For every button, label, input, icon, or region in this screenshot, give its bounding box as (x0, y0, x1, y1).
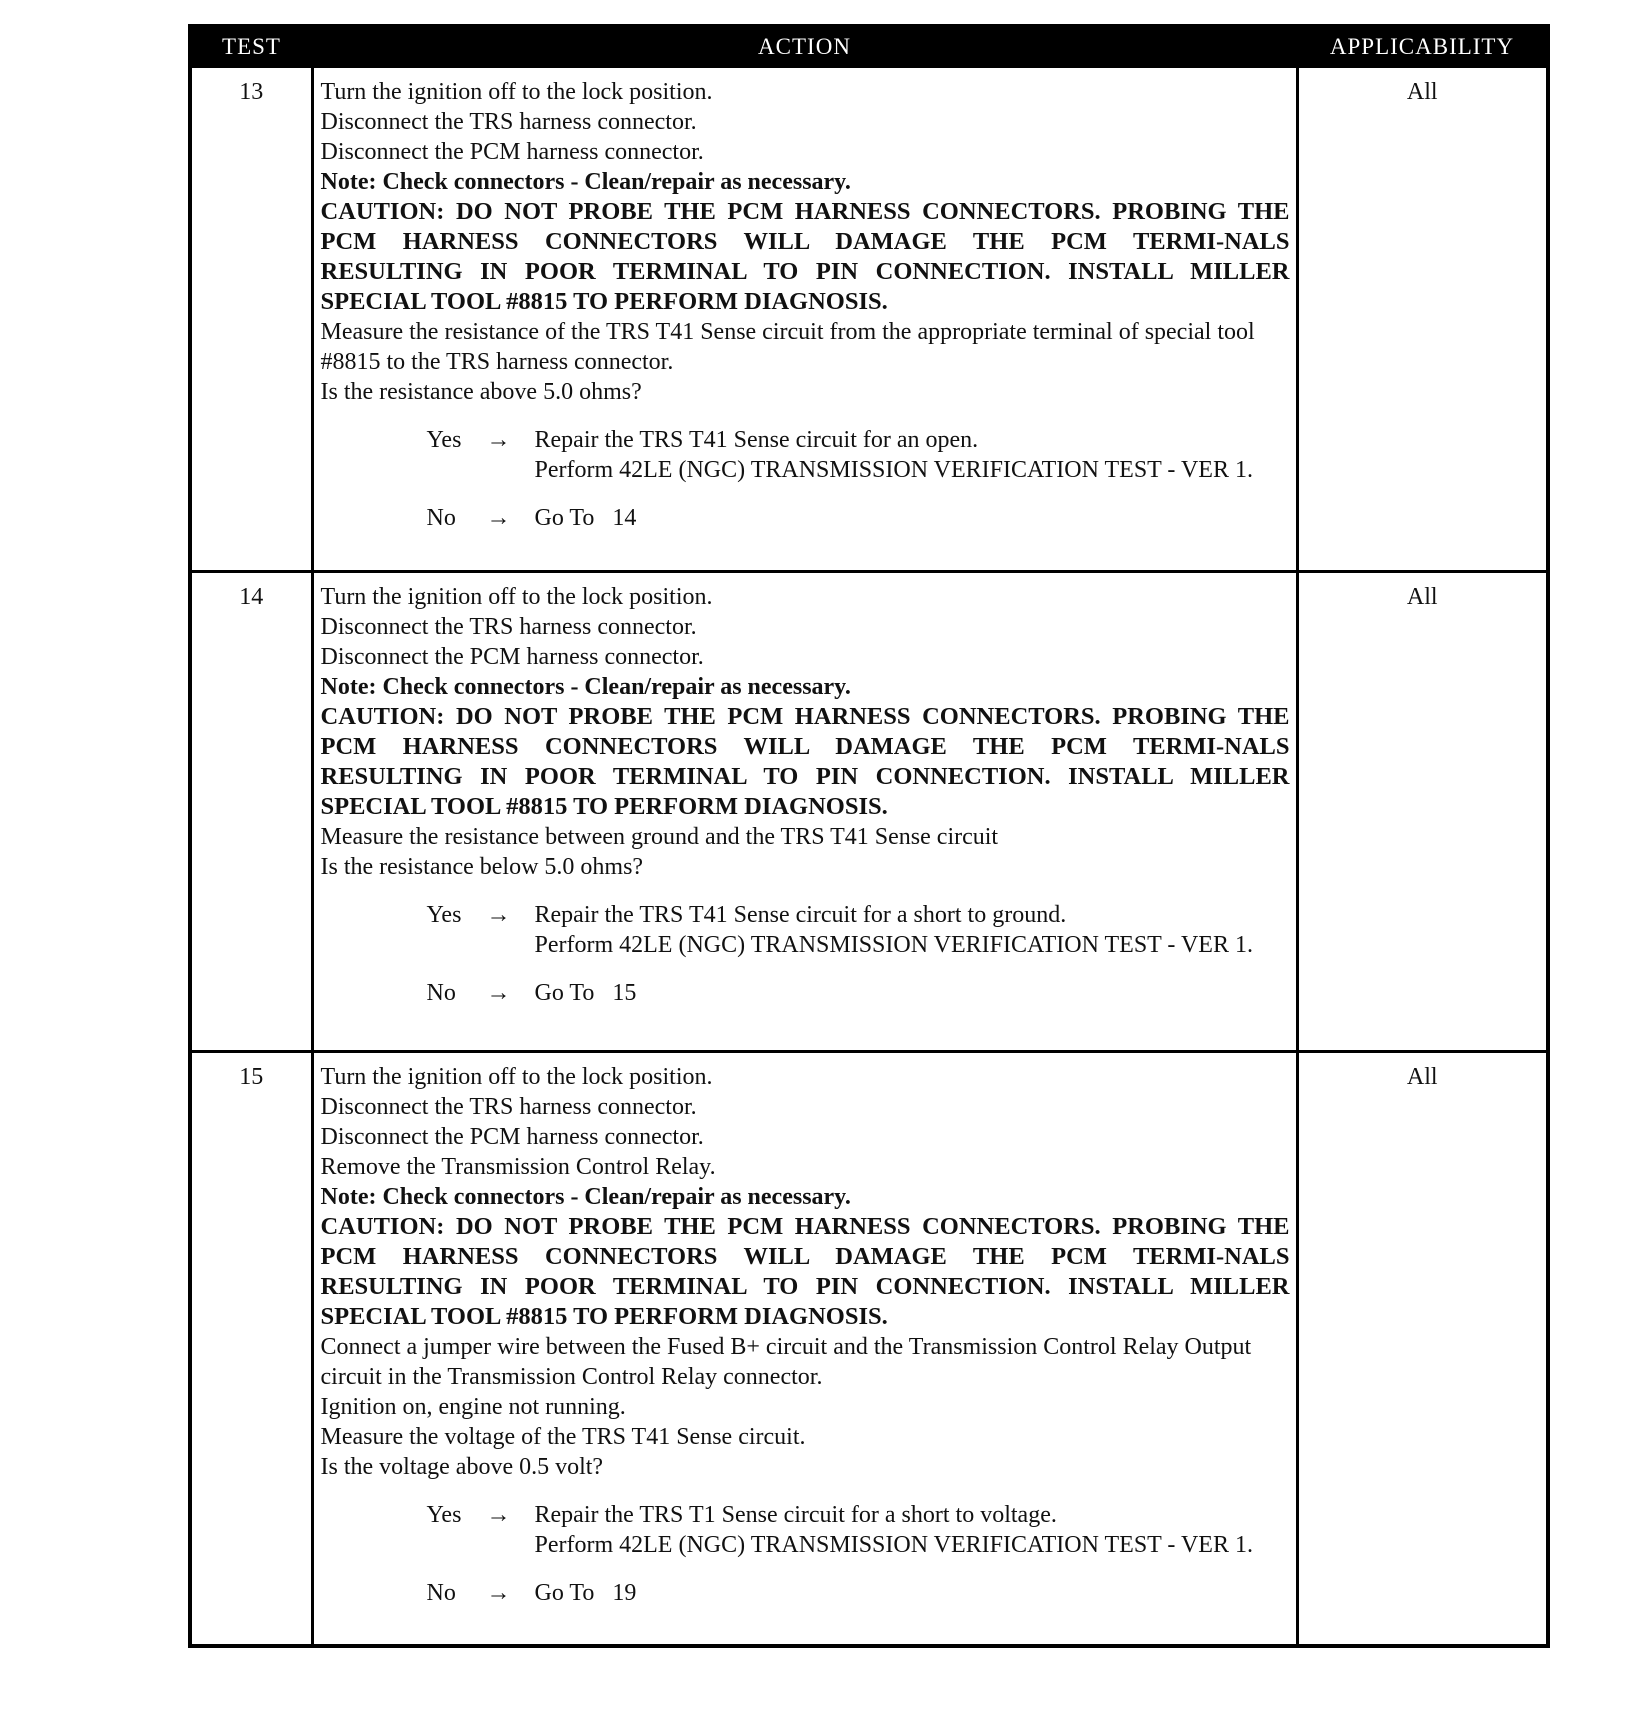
action-step: Measure the resistance of the TRS T41 Sense circuit from the appropriate terminal of special tool #8815 to the TRS harness connector. (320, 319, 1255, 375)
diagnostic-test-table (188, 24, 1550, 1648)
yes-branch (427, 900, 1290, 960)
yes-label: Yes (426, 1501, 462, 1528)
yes-result: Repair the TRS T41 Sense circuit for a short to ground. (534, 901, 1067, 928)
no-label: No (426, 979, 456, 1006)
yes-result-verify: Perform 42LE (NGC) TRANSMISSION VERIFICATION TEST - VER 1. (534, 1531, 1253, 1558)
arrow-right-icon: → (486, 1579, 511, 1606)
no-result: Go To 19 (534, 1579, 637, 1606)
action-step: Turn the ignition off to the lock position. (320, 583, 713, 610)
test-number: 15 (190, 1051, 312, 1646)
arrow-right-icon: → (486, 1501, 511, 1528)
yes-label: Yes (426, 901, 462, 928)
action-step: Disconnect the TRS harness connector. (320, 1093, 697, 1120)
header-action: ACTION (312, 26, 1297, 67)
action-step: Disconnect the PCM harness connector. (320, 1123, 704, 1150)
question-text: Is the voltage above 0.5 volt? (320, 1453, 604, 1480)
action-step: Disconnect the PCM harness connector. (320, 139, 704, 165)
no-branch (427, 503, 1290, 533)
caution-text: CAUTION: DO NOT PROBE THE PCM HARNESS CONNECTORS. PROBING THE PCM HARNESS CONNECTORS WILL DAMAGE THE PCM TERMI-NALS RESULTING IN POOR TERMINAL TO PIN CONNECTION. INSTALL MILLER SPECIAL TOOL #8815 TO PERFORM DIAGNOSIS. (320, 198, 1290, 315)
arrow-right-icon: → (486, 427, 511, 453)
header-applicability: APPLICABILITY (1297, 26, 1548, 67)
note-text: Note: Check connectors - Clean/repair as necessary. (320, 169, 851, 195)
no-label: No (426, 1579, 456, 1606)
table-row (190, 571, 1548, 1051)
test-number: 13 (190, 67, 312, 571)
no-result: Go To 15 (534, 979, 637, 1006)
yes-branch (427, 1500, 1290, 1560)
question-text: Is the resistance above 5.0 ohms? (320, 379, 642, 405)
yes-label: Yes (426, 427, 462, 453)
caution-text: CAUTION: DO NOT PROBE THE PCM HARNESS CONNECTORS. PROBING THE PCM HARNESS CONNECTORS WILL DAMAGE THE PCM TERMI-NALS RESULTING IN POOR TERMINAL TO PIN CONNECTION. INSTALL MILLER SPECIAL TOOL #8815 TO PERFORM DIAGNOSIS. (320, 702, 1290, 820)
action-cell (312, 1051, 1297, 1646)
action-step: Measure the voltage of the TRS T41 Sense circuit. (320, 1423, 806, 1450)
yes-result-verify: Perform 42LE (NGC) TRANSMISSION VERIFICATION TEST - VER 1. (534, 457, 1253, 483)
action-step: Measure the resistance between ground and the TRS T41 Sense circuit (320, 823, 999, 850)
test-number: 14 (190, 571, 312, 1051)
no-branch (427, 1578, 1290, 1608)
no-branch (427, 978, 1290, 1008)
yes-result: Repair the TRS T41 Sense circuit for an open. (534, 427, 979, 453)
action-cell (312, 571, 1297, 1051)
note-text: Note: Check connectors - Clean/repair as necessary. (320, 1183, 851, 1210)
action-step: Remove the Transmission Control Relay. (320, 1153, 716, 1180)
action-step: Turn the ignition off to the lock position. (320, 79, 713, 105)
no-result: Go To 14 (534, 505, 637, 531)
yes-branch (427, 425, 1290, 485)
action-step: Disconnect the PCM harness connector. (320, 643, 704, 670)
action-step: Ignition on, engine not running. (320, 1393, 626, 1420)
table-header-row (190, 26, 1548, 67)
action-step: Disconnect the TRS harness connector. (320, 613, 697, 640)
action-step: Turn the ignition off to the lock position. (320, 1063, 713, 1090)
arrow-right-icon: → (486, 979, 511, 1006)
applicability-value: All (1297, 67, 1548, 571)
note-text: Note: Check connectors - Clean/repair as necessary. (320, 673, 851, 700)
action-step: Connect a jumper wire between the Fused B+ circuit and the Transmission Control Relay Output circuit in the Transmission Control Relay connector. (320, 1333, 1252, 1390)
action-cell (312, 67, 1297, 571)
action-step: Disconnect the TRS harness connector. (320, 109, 697, 135)
arrow-right-icon: → (486, 901, 511, 928)
applicability-value: All (1297, 571, 1548, 1051)
table-row (190, 1051, 1548, 1646)
header-test: TEST (190, 26, 312, 67)
caution-text: CAUTION: DO NOT PROBE THE PCM HARNESS CONNECTORS. PROBING THE PCM HARNESS CONNECTORS WILL DAMAGE THE PCM TERMI-NALS RESULTING IN POOR TERMINAL TO PIN CONNECTION. INSTALL MILLER SPECIAL TOOL #8815 TO PERFORM DIAGNOSIS. (320, 1212, 1290, 1330)
yes-result: Repair the TRS T1 Sense circuit for a short to voltage. (534, 1501, 1057, 1528)
yes-result-verify: Perform 42LE (NGC) TRANSMISSION VERIFICATION TEST - VER 1. (534, 931, 1253, 958)
arrow-right-icon: → (486, 505, 511, 531)
question-text: Is the resistance below 5.0 ohms? (320, 853, 644, 880)
table-row (190, 67, 1548, 571)
no-label: No (426, 505, 456, 531)
applicability-value: All (1297, 1051, 1548, 1646)
